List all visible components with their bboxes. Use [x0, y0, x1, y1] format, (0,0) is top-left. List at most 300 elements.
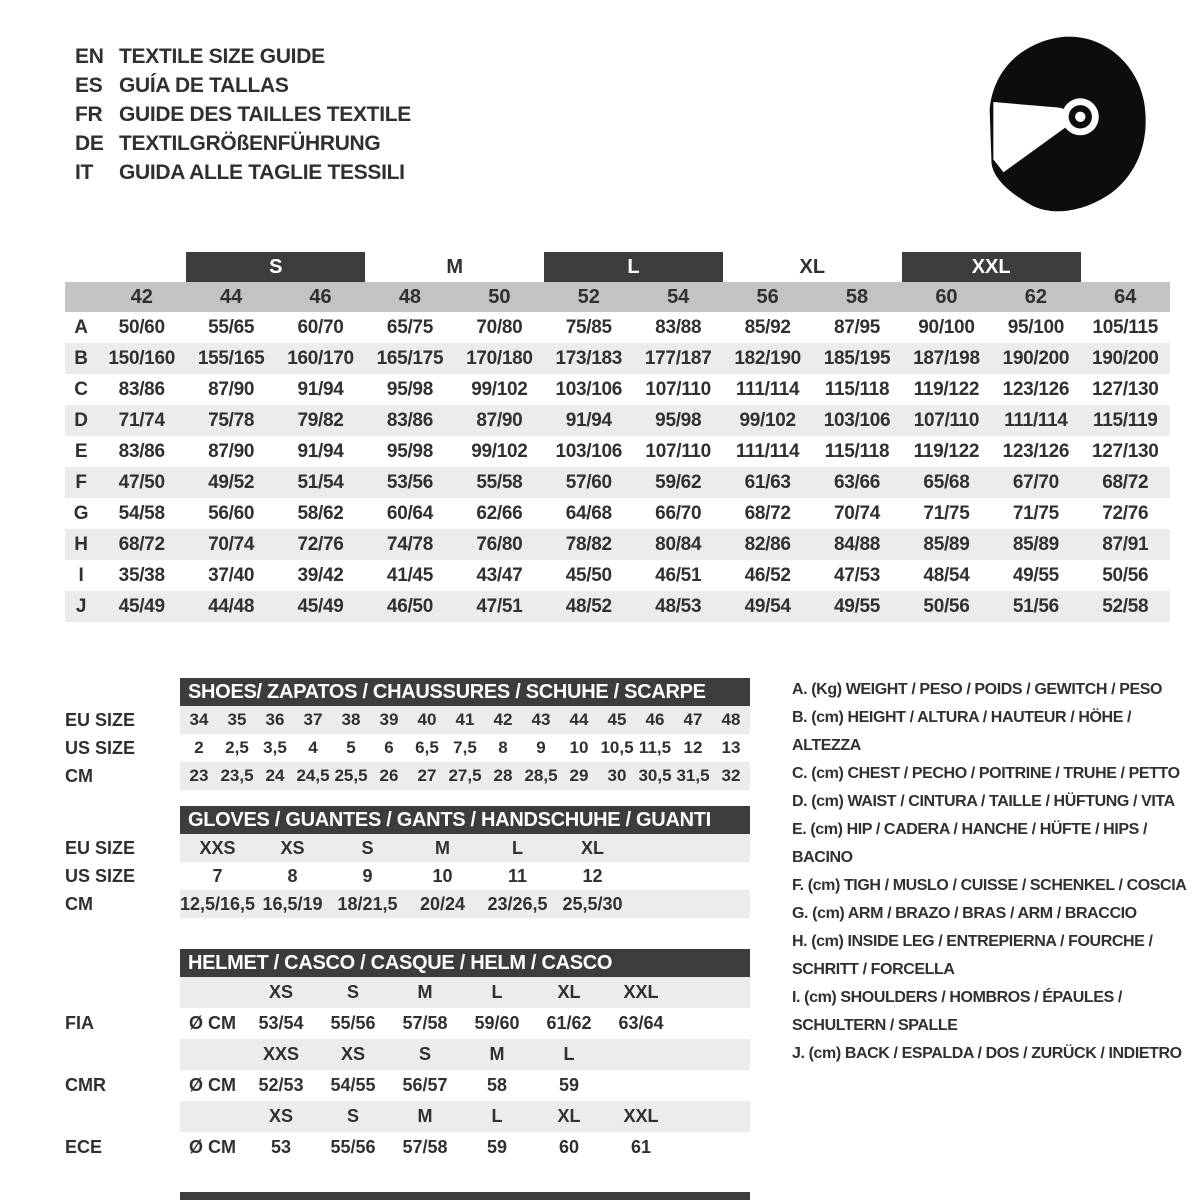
table-row: [65, 560, 1170, 591]
size-cell: 47/50: [118, 472, 165, 493]
gloves-size-cell: 10: [432, 866, 453, 886]
size-cell: 83/86: [118, 441, 165, 462]
legend-item: [792, 704, 1196, 760]
size-cell: 45/49: [297, 596, 344, 617]
size-cell: 111/114: [1004, 410, 1068, 431]
size-band: M: [446, 256, 463, 278]
row-label: G: [73, 503, 89, 524]
size-cell: 170/180: [466, 348, 533, 369]
gloves-values-row: [180, 862, 750, 890]
size-cell: 58/62: [297, 503, 344, 524]
legend-item: [792, 676, 1196, 704]
shoes-size-cell: 11,5: [638, 738, 672, 757]
size-cell: 72/76: [1102, 503, 1149, 524]
language-code: DE: [75, 132, 104, 155]
shoes-table: [65, 678, 750, 790]
size-cell: 105/115: [1092, 317, 1159, 338]
row-label: J: [75, 596, 87, 617]
shoes-size-cell: 13: [721, 738, 741, 757]
size-cell: 71/75: [1012, 503, 1059, 524]
size-cell: 49/52: [208, 472, 255, 493]
size-cell: 55/65: [208, 317, 255, 338]
size-cell: 87/90: [476, 410, 523, 431]
shoes-size-cell: 43: [531, 710, 551, 729]
size-cell: 99/102: [471, 379, 528, 400]
shoes-size-cell: 39: [379, 710, 399, 729]
size-cell: 127/130: [1091, 441, 1159, 462]
shoes-size-cell: 44: [569, 710, 589, 729]
legend-item: [792, 788, 1196, 816]
size-cell: 107/110: [645, 379, 711, 400]
language-code: ES: [75, 74, 103, 97]
legend-item: [792, 900, 1196, 928]
table-row: [65, 834, 750, 862]
language-title: GUÍA DE TALLAS: [119, 74, 289, 97]
row-label: H: [74, 534, 88, 555]
gloves-size-cell: 12: [582, 866, 603, 886]
helmet-size-label: L: [563, 1044, 575, 1064]
helmet-size-label: S: [418, 1044, 431, 1064]
size-cell: 48/52: [565, 596, 612, 617]
helmet-values-row: [65, 1070, 750, 1101]
size-cell: 111/114: [735, 441, 800, 462]
helmet-size-label: L: [491, 1106, 503, 1126]
shoes-size-cell: 30: [607, 766, 627, 785]
helmet-size-cell: 63/64: [618, 1013, 664, 1033]
legend-unit: (cm): [804, 989, 837, 1006]
gloves-table: [65, 806, 750, 918]
gloves-size-cell: 8: [287, 866, 298, 886]
row-header-label: EU SIZE: [65, 838, 136, 858]
helmet-size-header-row: [65, 977, 750, 1008]
size-cell: 76/80: [476, 534, 523, 555]
shoes-size-cell: 28,5: [524, 766, 558, 785]
size-cell: 70/74: [208, 534, 255, 555]
shoes-size-cell: 26: [379, 766, 399, 785]
size-cell: 62/66: [476, 503, 523, 524]
shoes-size-cell: 29: [569, 766, 589, 785]
helmet-size-cell: 57/58: [402, 1013, 448, 1033]
legend-key: J.: [792, 1045, 805, 1062]
helmet-size-header-row: [65, 1101, 750, 1132]
size-cell: 50/56: [923, 596, 970, 617]
helmet-size-cell: 57/58: [402, 1137, 448, 1157]
language-title-block: [75, 42, 411, 187]
language-row: [75, 158, 411, 187]
size-cell: 83/86: [118, 379, 165, 400]
shoes-size-cell: 28: [493, 766, 513, 785]
helmet-size-cell: 58: [486, 1075, 508, 1095]
legend-text: WEIGHT / PESO / POIDS / GEWITCH / PESO: [845, 681, 1163, 698]
helmet-size-cell: 59: [558, 1075, 580, 1095]
helmet-size-cell: 55/56: [330, 1137, 376, 1157]
shoes-size-cell: 23,5: [220, 766, 254, 785]
legend-text: SHOULDERS / HOMBROS / ÉPAULES / SCHULTERN / SPALLE: [792, 989, 1122, 1034]
size-cell: 46/52: [744, 565, 791, 586]
row-label: C: [74, 379, 88, 400]
gloves-size-cell: 9: [362, 866, 373, 886]
size-cell: 85/89: [923, 534, 970, 555]
size-cell: 79/82: [297, 410, 344, 431]
gloves-table-title: GLOVES / GUANTES / GANTS / HANDSCHUHE / GUANTI: [180, 806, 750, 834]
size-cell: 66/70: [655, 503, 702, 524]
size-cell: 52/58: [1102, 596, 1149, 617]
size-cell: 59/62: [655, 472, 702, 493]
helmet-size-headers: [180, 1101, 750, 1132]
legend-item: [792, 872, 1196, 900]
row-header-label: [65, 1039, 180, 1070]
size-band: S: [186, 252, 365, 282]
gloves-size-cell: XL: [580, 838, 604, 858]
size-column-header: 52: [577, 286, 600, 308]
size-cell: 160/170: [287, 348, 354, 369]
legend-key: F.: [792, 877, 804, 894]
language-title: TEXTILE SIZE GUIDE: [119, 45, 325, 68]
language-title: GUIDA ALLE TAGLIE TESSILI: [119, 161, 405, 184]
size-cell: 61/63: [744, 472, 791, 493]
row-label: D: [74, 410, 88, 431]
shoes-size-cell: 37: [303, 710, 323, 729]
legend-key: A.: [792, 681, 808, 698]
table-row: [65, 374, 1170, 405]
helmet-size-cell: 61: [630, 1137, 652, 1157]
legend-item: [792, 816, 1196, 872]
corner-spacer: [65, 282, 97, 312]
size-cell: 68/72: [118, 534, 165, 555]
shoes-values-row: [180, 734, 750, 762]
legend-text: CHEST / PECHO / POITRINE / TRUHE / PETTO: [847, 765, 1180, 782]
row-label: F: [75, 472, 87, 493]
gloves-size-cell: M: [435, 838, 450, 858]
row-label: A: [74, 317, 88, 338]
helmet-table: [65, 949, 750, 1163]
size-cell: 64/68: [565, 503, 612, 524]
size-column-header: 56: [756, 286, 779, 308]
size-cell: 91/94: [297, 441, 344, 462]
size-column-header: 42: [130, 286, 153, 308]
language-row: [75, 71, 411, 100]
size-cell: 85/92: [744, 317, 791, 338]
size-cell: 80/84: [655, 534, 702, 555]
size-cell: 103/106: [555, 379, 623, 400]
legend-text: ARM / BRAZO / BRAS / ARM / BRACCIO: [847, 905, 1137, 922]
legend-unit: (cm): [811, 793, 844, 810]
row-header-label: EU SIZE: [65, 710, 136, 730]
helmet-size-cell: 61/62: [546, 1013, 592, 1033]
helmet-size-cell: 60: [558, 1137, 580, 1157]
shoes-size-cell: 7,5: [453, 738, 477, 757]
row-header-label: CM: [65, 894, 93, 914]
size-cell: 82/86: [744, 534, 791, 555]
size-cell: 83/88: [655, 317, 702, 338]
size-cell: 119/122: [913, 379, 980, 400]
size-cell: 48/54: [923, 565, 970, 586]
size-cell: 43/47: [476, 565, 523, 586]
size-cell: 71/74: [118, 410, 165, 431]
shoes-size-cell: 48: [721, 710, 741, 729]
size-cell: 91/94: [297, 379, 344, 400]
size-cell: 68/72: [1102, 472, 1149, 493]
cutoff-section-bar: [180, 1192, 750, 1200]
legend-text: HEIGHT / ALTURA / HAUTEUR / HÖHE / ALTEZZA: [792, 709, 1132, 754]
unit-spacer: [180, 1101, 245, 1132]
size-cell: 87/95: [834, 317, 881, 338]
size-cell: 75/78: [208, 410, 255, 431]
size-cell: 107/110: [645, 441, 711, 462]
row-label: E: [74, 441, 88, 462]
table-row: [65, 734, 750, 762]
helmet-size-label: XXL: [623, 982, 659, 1002]
shoes-size-cell: 3,5: [263, 738, 287, 757]
legend-key: I.: [792, 989, 801, 1006]
shoes-size-cell: 30,5: [638, 766, 672, 785]
size-cell: 65/68: [923, 472, 970, 493]
helmet-size-cell: 53: [270, 1137, 292, 1157]
size-cell: 41/45: [386, 565, 433, 586]
gloves-size-cell: 23/26,5: [487, 894, 548, 914]
legend-key: D.: [792, 793, 808, 810]
size-cell: 190/200: [1091, 348, 1159, 369]
shoes-size-cell: 45: [607, 710, 627, 729]
helmet-size-label: XS: [340, 1044, 365, 1064]
size-cell: 45/50: [565, 565, 612, 586]
language-row: [75, 42, 411, 71]
legend-text: HIP / CADERA / HANCHE / HÜFTE / HIPS / BACINO: [792, 821, 1147, 866]
legend-unit: (cm): [811, 933, 844, 950]
language-code: IT: [75, 161, 94, 184]
helmet-size-label: M: [489, 1044, 505, 1064]
helmet-size-cell: 56/57: [402, 1075, 448, 1095]
size-cell: 91/94: [565, 410, 612, 431]
unit-spacer: [180, 1039, 245, 1070]
table-row: [65, 762, 750, 790]
shoes-size-cell: 10,5: [600, 738, 634, 757]
legend-item: [792, 1040, 1196, 1068]
shoes-rows: [65, 706, 750, 790]
gloves-size-cell: XXS: [199, 838, 236, 858]
legend-item: [792, 984, 1196, 1040]
table-row: [65, 706, 750, 734]
size-cell: 95/100: [1007, 317, 1065, 338]
legend-key: G.: [792, 905, 809, 922]
unit-label: Ø CM: [189, 1013, 236, 1033]
helmet-size-cell: 55/56: [330, 1013, 376, 1033]
size-cell: 123/126: [1002, 441, 1070, 462]
shoes-size-cell: 34: [189, 710, 209, 729]
size-cell: 47/53: [834, 565, 881, 586]
table-row: [65, 312, 1170, 343]
gloves-size-cell: 7: [212, 866, 223, 886]
size-band-row: [65, 252, 1170, 282]
helmet-values: [180, 1008, 750, 1039]
size-cell: 99/102: [471, 441, 528, 462]
size-cell: 65/75: [386, 317, 433, 338]
shoes-size-cell: 47: [683, 710, 703, 729]
shoes-size-cell: 46: [645, 710, 665, 729]
helmet-size-label: M: [417, 1106, 433, 1126]
gloves-size-cell: XS: [280, 838, 305, 858]
helmet-size-label: XS: [268, 982, 293, 1002]
table-row: [65, 467, 1170, 498]
legend-text: WAIST / CINTURA / TAILLE / HÜFTUNG / VITA: [847, 793, 1175, 810]
size-cell: 53/56: [386, 472, 433, 493]
shoes-size-cell: 27,5: [448, 766, 482, 785]
size-cell: 127/130: [1091, 379, 1159, 400]
size-cell: 83/86: [386, 410, 433, 431]
gloves-size-cell: 16,5/19: [262, 894, 323, 914]
size-cell: 51/56: [1012, 596, 1059, 617]
size-cell: 51/54: [297, 472, 344, 493]
size-cell: 155/165: [197, 348, 265, 369]
cert-label: CMR: [65, 1075, 106, 1095]
row-header-label: US SIZE: [65, 866, 136, 886]
helmet-values: [180, 1132, 750, 1163]
size-cell: 50/56: [1102, 565, 1149, 586]
helmet-values-row: [65, 1008, 750, 1039]
helmet-table-title: HELMET / CASCO / CASQUE / HELM / CASCO: [180, 949, 750, 977]
size-cell: 70/74: [834, 503, 881, 524]
size-cell: 177/187: [644, 348, 712, 369]
size-column-header: 44: [219, 286, 243, 308]
size-cell: 49/55: [834, 596, 881, 617]
language-row: [75, 129, 411, 158]
cert-label: FIA: [65, 1013, 94, 1033]
size-cell: 49/55: [1012, 565, 1059, 586]
helmet-size-label: L: [491, 982, 503, 1002]
shoes-size-cell: 25,5: [334, 766, 368, 785]
helmet-size-cell: 54/55: [330, 1075, 376, 1095]
size-cell: 123/126: [1002, 379, 1070, 400]
size-band: XXL: [902, 252, 1081, 282]
language-code: FR: [75, 103, 103, 126]
language-title: GUIDE DES TAILLES TEXTILE: [119, 103, 411, 126]
size-cell: 187/198: [913, 348, 980, 369]
size-cell: 39/42: [297, 565, 344, 586]
gloves-values-row: [180, 890, 750, 918]
legend-unit: (cm): [811, 709, 844, 726]
size-column-header: 50: [488, 286, 511, 308]
size-cell: 85/89: [1012, 534, 1059, 555]
size-cell: 107/110: [913, 410, 980, 431]
size-cell: 37/40: [208, 565, 255, 586]
helmet-values-row: [65, 1132, 750, 1163]
table-row: [65, 405, 1170, 436]
shoes-size-cell: 8: [498, 738, 508, 757]
helmet-size-label: XXS: [262, 1044, 300, 1064]
row-header-label: CM: [65, 766, 93, 786]
shoes-size-cell: 2: [194, 738, 204, 757]
textile-rows: [65, 312, 1170, 622]
size-cell: 47/51: [476, 596, 523, 617]
legend-key: H.: [792, 933, 808, 950]
shoes-size-cell: 10: [569, 738, 589, 757]
size-cell: 185/195: [823, 348, 891, 369]
size-cell: 165/175: [376, 348, 444, 369]
size-cell: 56/60: [208, 503, 255, 524]
size-cell: 95/98: [655, 410, 702, 431]
size-cell: 67/70: [1012, 472, 1059, 493]
textile-size-table: [65, 252, 1170, 622]
size-column-header: 48: [398, 286, 422, 308]
shoes-size-cell: 23: [189, 766, 209, 785]
shoes-size-cell: 6: [384, 738, 394, 757]
row-header-label: [65, 1101, 180, 1132]
gloves-rows: [65, 834, 750, 918]
legend-item: [792, 928, 1196, 984]
size-cell: 50/60: [118, 317, 165, 338]
gloves-values-row: [180, 834, 750, 862]
shoes-values-row: [180, 762, 750, 790]
size-band: L: [544, 252, 723, 282]
helmet-size-cell: 59/60: [474, 1013, 520, 1033]
size-cell: 103/106: [823, 410, 891, 431]
cert-label: ECE: [65, 1137, 103, 1157]
size-cell: 49/54: [744, 596, 791, 617]
gloves-size-cell: 25,5/30: [562, 894, 623, 914]
size-cell: 57/60: [565, 472, 612, 493]
shoes-size-cell: 12: [683, 738, 703, 757]
row-header-label: [65, 977, 180, 1008]
measurement-legend: [792, 676, 1196, 1068]
size-cell: 46/51: [655, 565, 702, 586]
size-cell: 99/102: [739, 410, 796, 431]
table-row: [65, 890, 750, 918]
legend-key: E.: [792, 821, 807, 838]
shoes-size-cell: 41: [455, 710, 475, 729]
unit-label: Ø CM: [189, 1137, 236, 1157]
gloves-size-cell: 18/21,5: [337, 894, 398, 914]
size-cell: 45/49: [118, 596, 165, 617]
size-cell: 115/118: [824, 441, 890, 462]
shoes-size-cell: 6,5: [415, 738, 439, 757]
size-cell: 74/78: [386, 534, 433, 555]
size-cell: 119/122: [913, 441, 980, 462]
table-row: [65, 591, 1170, 622]
helmet-size-cell: [605, 1070, 677, 1101]
size-cell: 87/91: [1102, 534, 1149, 555]
size-cell: 44/48: [208, 596, 255, 617]
language-code: EN: [75, 45, 104, 68]
helmet-size-label: XL: [557, 1106, 581, 1126]
size-column-header: 62: [1024, 286, 1047, 308]
gloves-size-cell: S: [361, 838, 374, 858]
unit-spacer: [180, 977, 245, 1008]
size-cell: 78/82: [565, 534, 612, 555]
legend-text: TIGH / MUSLO / CUISSE / SCHENKEL / COSCIA: [843, 877, 1187, 894]
size-cell: 115/118: [824, 379, 890, 400]
helmet-size-label: S: [346, 1106, 359, 1126]
legend-text: INSIDE LEG / ENTREPIERNA / FOURCHE / SCHRITT / FORCELLA: [792, 933, 1153, 978]
helmet-size-cell: 59: [486, 1137, 508, 1157]
table-row: [65, 343, 1170, 374]
size-cell: 75/85: [565, 317, 612, 338]
gloves-size-cell: 12,5/16,5: [180, 894, 256, 914]
language-title: TEXTILGRÖßENFÜHRUNG: [119, 132, 381, 155]
shoes-size-cell: 42: [493, 710, 513, 729]
shoes-size-cell: 36: [265, 710, 285, 729]
shoes-size-cell: 38: [341, 710, 361, 729]
shoes-size-cell: 4: [308, 738, 318, 757]
legend-unit: (cm): [807, 877, 840, 894]
helmet-size-headers: [180, 977, 750, 1008]
helmet-size-cell: 53/54: [258, 1013, 304, 1033]
table-row: [65, 529, 1170, 560]
table-row: [65, 862, 750, 890]
gloves-size-cell: 20/24: [419, 894, 466, 914]
size-cell: 95/98: [386, 379, 433, 400]
size-column-header: 54: [667, 286, 690, 308]
shoes-size-cell: 24: [265, 766, 285, 785]
